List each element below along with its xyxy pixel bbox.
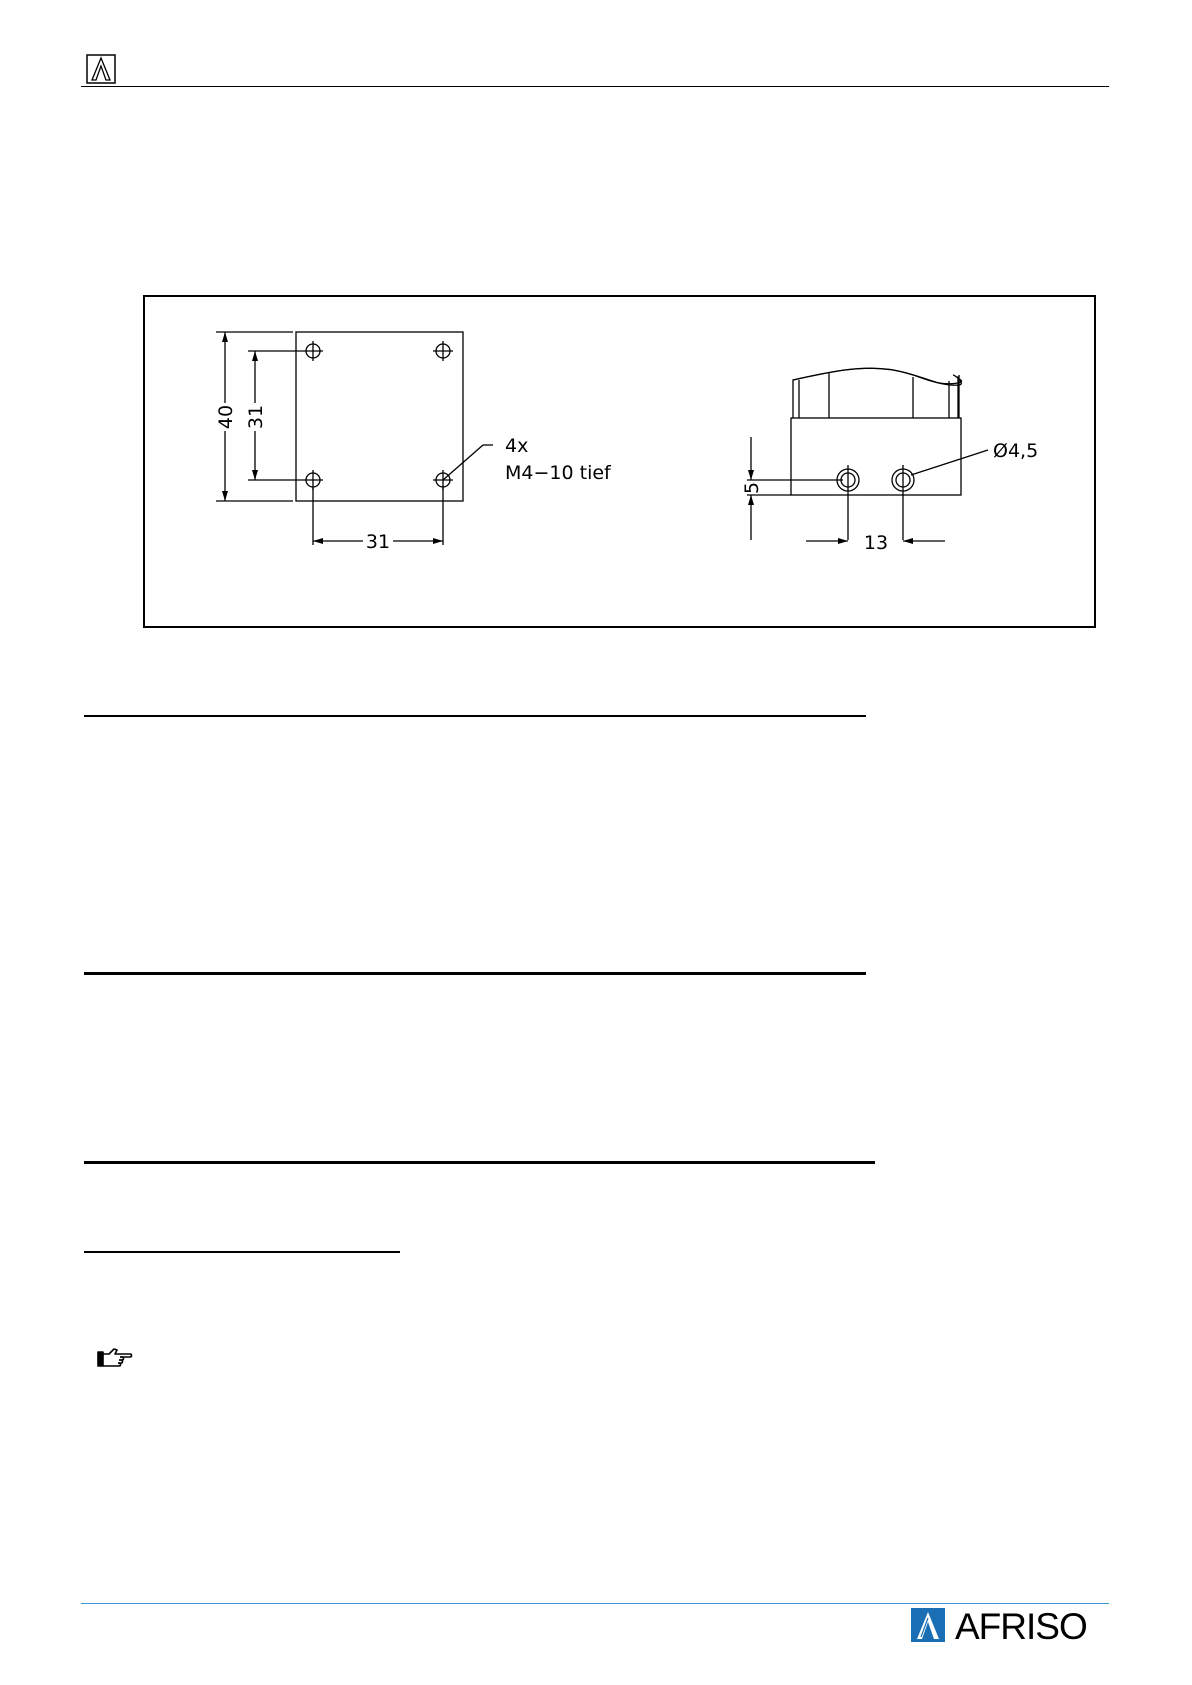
base-block	[791, 418, 961, 495]
thread-spec-label: M4−10 tief	[505, 462, 611, 484]
subsection-rule	[84, 1251, 400, 1253]
mounting-holes	[303, 341, 453, 490]
mounting-hole	[303, 470, 323, 490]
side-hole	[837, 465, 859, 540]
dimension-height-inner: 31	[245, 404, 267, 430]
section-rule	[84, 972, 866, 975]
dimension-height-outer: 40	[215, 404, 237, 430]
brand-name: AFRISO	[955, 1606, 1087, 1644]
header-rule	[81, 86, 1109, 87]
afriso-footer-logo	[911, 1606, 1107, 1644]
afriso-header-logo-icon	[86, 54, 116, 84]
dimension-spacing: 13	[863, 532, 889, 554]
dimension-drawing	[143, 295, 1096, 628]
right-view	[747, 364, 988, 541]
side-hole	[892, 465, 914, 540]
footer-rule	[81, 1603, 1109, 1604]
dimension-offset: 5	[741, 481, 763, 495]
diameter-label: Ø4,5	[993, 440, 1039, 462]
section-rule	[84, 1161, 875, 1164]
section-rule	[84, 715, 866, 717]
left-view	[216, 332, 493, 545]
thread-count-label: 4x	[505, 435, 529, 457]
pointing-hand-icon	[96, 1346, 134, 1370]
dimension-hole-spacing: 31	[365, 531, 391, 553]
mounting-hole	[433, 341, 453, 361]
mounting-hole	[303, 341, 323, 361]
